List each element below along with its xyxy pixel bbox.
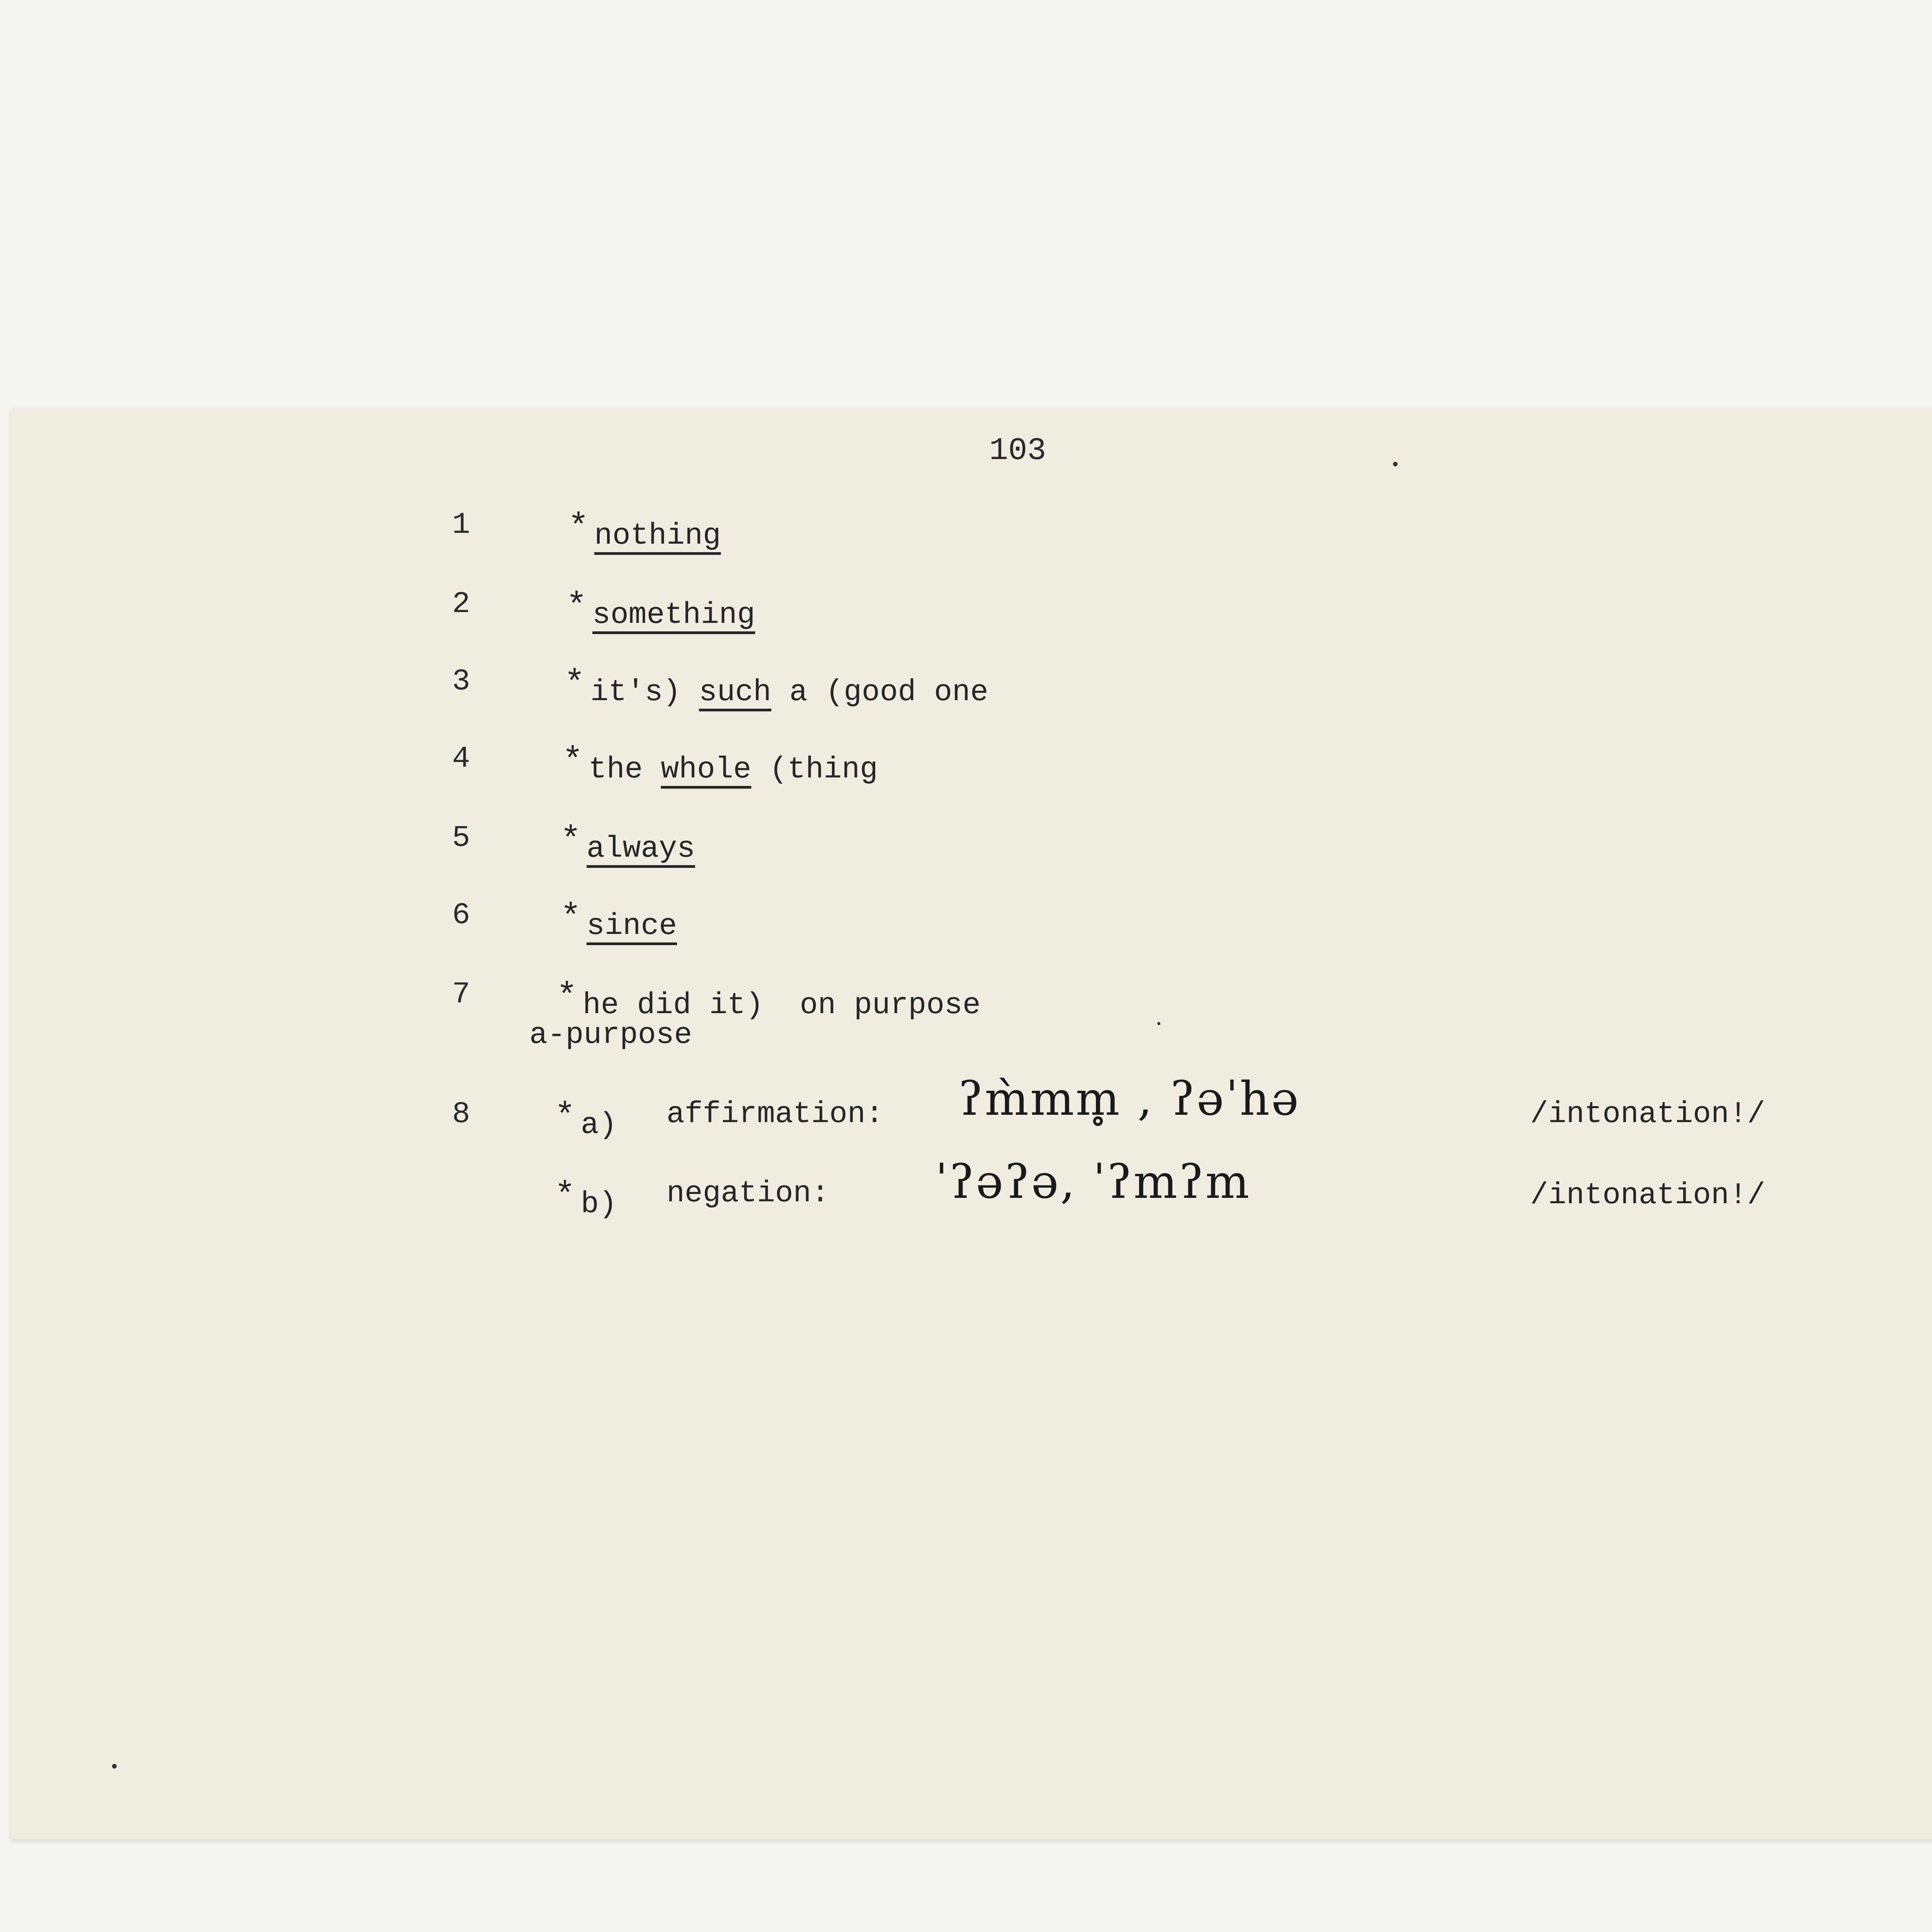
asterisk: * — [568, 508, 589, 548]
item-number: 3 — [452, 665, 470, 699]
item-number: 4 — [452, 742, 470, 776]
page-number: 103 — [989, 433, 1046, 469]
item-8b-letter: b) — [581, 1187, 617, 1221]
speck — [112, 1764, 117, 1769]
handwritten-negation: ˈʔəʔə, ˈʔmʔm — [935, 1155, 1251, 1209]
item-text-plain: it's) — [590, 675, 699, 709]
item-text-underlined: always — [587, 832, 695, 866]
item-text — [568, 508, 721, 553]
item-number: 6 — [452, 898, 470, 932]
asterisk: * — [554, 1097, 576, 1137]
asterisk: * — [562, 742, 583, 781]
item-text-underlined: since — [587, 909, 677, 943]
handwritten-affirmation: ʔm̀mm̥ , ʔəˈhə — [958, 1072, 1300, 1126]
item-8a-label — [554, 1097, 617, 1142]
speck — [1157, 1022, 1160, 1025]
item-number: 1 — [452, 508, 470, 542]
item-8a-text: affirmation: — [667, 1097, 884, 1131]
asterisk: * — [554, 1177, 576, 1216]
asterisk: * — [566, 587, 587, 627]
item-number: 2 — [452, 587, 470, 621]
item-text-underlined: whole — [661, 753, 752, 787]
asterisk: * — [560, 821, 582, 861]
item-number: 7 — [452, 978, 470, 1012]
item-8a-letter: a) — [581, 1108, 617, 1142]
item-text-underlined: nothing — [594, 519, 721, 553]
item-text — [566, 587, 755, 632]
item-text-plain: a (good one — [771, 675, 988, 709]
item-text — [564, 665, 988, 709]
item-text-underlined: such — [699, 675, 772, 709]
item-text — [560, 898, 677, 943]
asterisk: * — [564, 665, 585, 704]
item-text-plain: the — [588, 753, 661, 787]
asterisk: * — [560, 898, 582, 938]
speck — [1393, 462, 1398, 466]
intonation-note: /intonation!/ — [1530, 1179, 1765, 1213]
item-text-plain: he did it) on purpose — [583, 988, 981, 1022]
item-text — [556, 978, 981, 1022]
item-text — [560, 821, 695, 866]
item-8b-label — [554, 1177, 617, 1221]
item-number: 5 — [452, 821, 470, 855]
item-text-plain: (thing — [751, 753, 878, 787]
item-text-underlined: something — [592, 598, 755, 632]
asterisk: * — [556, 978, 578, 1017]
item-text — [562, 742, 878, 787]
intonation-note: /intonation!/ — [1530, 1097, 1765, 1131]
item-8b-text: negation: — [667, 1177, 830, 1211]
item-text-continuation: a-purpose — [529, 1018, 692, 1052]
item-number: 8 — [452, 1097, 470, 1131]
